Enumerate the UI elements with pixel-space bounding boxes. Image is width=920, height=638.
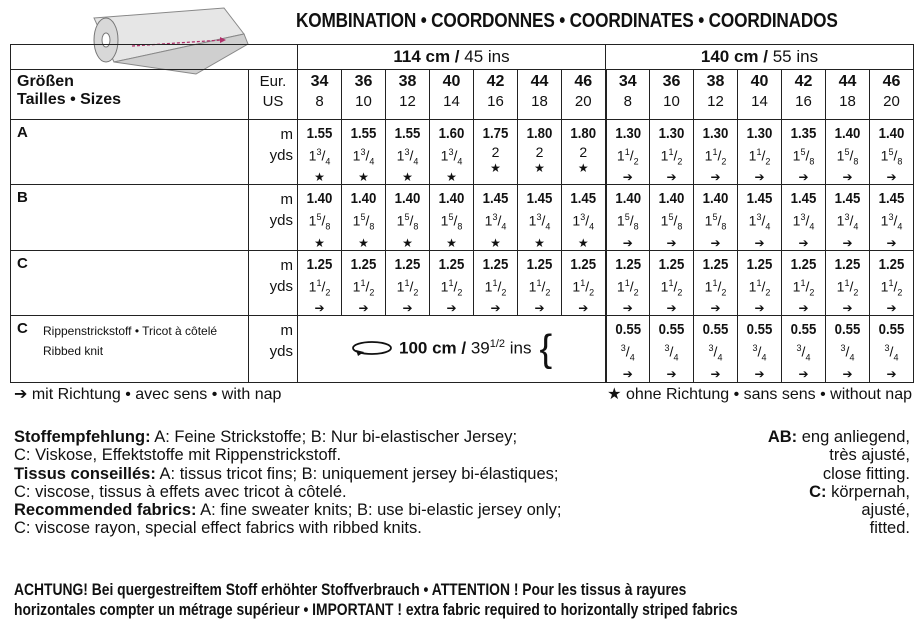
fabric-line: C: viscose, tissus à effets avec tricot à côtelé.	[14, 482, 347, 501]
with-nap-arrow-icon: ➔	[710, 366, 721, 381]
yards-value: $1^3/_4$	[352, 147, 375, 167]
yardage-cell: 1.40 $1^5/_8$ ★	[386, 185, 430, 250]
yards-value: $1^1/_2$	[704, 147, 727, 167]
without-nap-star-icon: ★	[358, 170, 369, 185]
yardage-cell: 1.60 $1^3/_4$ ★	[430, 120, 474, 185]
yardage-cell: 1.45 $1^3/_4$ ➔	[826, 185, 870, 250]
yards-value: $1^3/_4$	[440, 147, 463, 167]
yardage-cell: 1.40 $1^5/_8$ ➔	[650, 185, 694, 250]
size-system-cell: Eur. US	[249, 70, 298, 120]
view-label: C	[11, 250, 249, 315]
with-nap-arrow-icon: ➔	[886, 170, 897, 185]
yardage-cell: 1.25 $1^1/_2$ ➔	[650, 250, 694, 315]
yardage-cell: 1.40 $1^5/_8$ ★	[342, 185, 386, 250]
yardage-cell: 1.40 $1^5/_8$ ➔	[826, 120, 870, 185]
without-nap-star-icon: ★	[402, 235, 413, 250]
yards-value: $1^1/_2$	[836, 277, 859, 298]
ribbed-knit-width-cell: 100 cm / $39^{1/2}$ ins {	[298, 316, 606, 383]
yardage-cell: 1.55 $1^3/_4$ ★	[386, 120, 430, 185]
yardage-cell: 1.75 2 ★	[474, 120, 518, 185]
yards-value: $1^5/_8$	[308, 212, 331, 232]
yardage-cell: 1.40 $1^5/_8$ ➔	[870, 120, 914, 185]
yardage-cell: 1.25 $1^1/_2$ ➔	[342, 250, 386, 315]
unit-cell: m yds	[249, 120, 298, 185]
unit-cell: m yds	[249, 316, 298, 383]
fit-line: C: körpernah,	[809, 482, 910, 501]
ribbed-knit-desc-en: Ribbed knit	[43, 344, 104, 359]
legend-with-nap: ➔ mit Richtung • avec sens • with nap	[14, 386, 282, 403]
yardage-cell: 1.30 $1^1/_2$ ➔	[606, 120, 650, 185]
size-cell: 36 10	[342, 70, 386, 120]
yardage-cell: 1.45 $1^3/_4$ ➔	[870, 185, 914, 250]
yards-value: $^3/_4$	[796, 343, 811, 363]
without-nap-star-icon: ★	[577, 235, 589, 250]
size-cell: 40 14	[430, 70, 474, 120]
tube-fabric-icon	[350, 339, 394, 359]
yardage-table	[10, 44, 914, 383]
with-nap-arrow-icon: ➔	[622, 170, 633, 185]
with-nap-arrow-icon: ➔	[886, 366, 897, 381]
unit-cell: m yds	[249, 250, 298, 315]
yards-value: $^3/_4$	[664, 343, 679, 363]
yards-value: $1^1/_2$	[704, 277, 727, 298]
with-nap-arrow-icon: ➔	[710, 235, 721, 250]
with-nap-arrow-icon: ➔	[754, 366, 765, 381]
view-label: B	[11, 185, 249, 250]
ribbed-knit-row	[11, 316, 914, 383]
without-nap-star-icon: ★	[402, 170, 413, 185]
yardage-cell: 1.25 $1^1/_2$ ➔	[826, 250, 870, 315]
striped-fabric-warning: ACHTUNG! Bei quergestreiftem Stoff erhöhter Stoffverbrauch • ATTENTION ! Pour les tissus à rayures horizontales compter un métrage supérieur • IMPORTANT ! extra fabric required to horizontally striped fabrics	[14, 580, 738, 619]
yards-value: $1^1/_2$	[308, 277, 331, 298]
fit-line: fitted.	[869, 519, 910, 538]
fit-line: ajusté,	[861, 501, 910, 520]
yardage-cell: 1.40 $1^5/_8$ ★	[298, 185, 342, 250]
with-nap-arrow-icon: ➔	[534, 301, 545, 316]
yardage-cell: 0.55 $^3/_4$ ➔	[694, 316, 738, 383]
yards-value: 2	[491, 144, 500, 160]
yardage-cell: 1.55 $1^3/_4$ ★	[298, 120, 342, 185]
yards-value: $^3/_4$	[884, 343, 899, 363]
yardage-cell: 1.45 $1^3/_4$ ★	[474, 185, 518, 250]
with-nap-arrow-icon: ➔	[358, 301, 369, 316]
with-nap-arrow-icon: ➔	[622, 366, 633, 381]
with-nap-arrow-icon: ➔	[798, 301, 809, 316]
size-cell: 38 12	[694, 70, 738, 120]
with-nap-arrow-icon: ➔	[446, 301, 457, 316]
yards-value: $1^3/_4$	[528, 212, 551, 232]
size-cell: 40 14	[738, 70, 782, 120]
size-cell: 46 20	[870, 70, 914, 120]
with-nap-arrow-icon: ➔	[622, 235, 633, 250]
yardage-cell: 1.25 $1^1/_2$ ➔	[562, 250, 606, 315]
fabric-line: Recommended fabrics: A: fine sweater knits; B: use bi-elastic jersey only;	[14, 501, 562, 520]
yards-value: $1^3/_4$	[308, 147, 331, 167]
brace-icon: {	[539, 328, 553, 371]
with-nap-arrow-icon: ➔	[314, 301, 325, 316]
yards-value: $1^3/_4$	[748, 212, 771, 232]
yards-value: $1^1/_2$	[616, 147, 639, 167]
fit-notes	[768, 428, 910, 538]
yardage-cell: 1.25 $1^1/_2$ ➔	[606, 250, 650, 315]
yards-value: $1^1/_2$	[660, 277, 683, 298]
size-cell: 44 18	[826, 70, 870, 120]
yards-value: $1^1/_2$	[880, 277, 903, 298]
yards-value: $^3/_4$	[752, 343, 767, 363]
header-blank-cell	[11, 45, 298, 70]
legend-without-nap: ★ ohne Richtung • sans sens • without nap	[607, 386, 912, 403]
recommended-fabrics	[14, 428, 561, 538]
without-nap-star-icon: ★	[446, 170, 457, 185]
fabric-line: C: viscose rayon, special effect fabrics with ribbed knits.	[14, 519, 422, 538]
yards-value: $1^3/_4$	[572, 212, 595, 232]
size-cell: 44 18	[518, 70, 562, 120]
with-nap-arrow-icon: ➔	[710, 170, 721, 185]
fit-line: très ajusté,	[829, 446, 910, 465]
without-nap-star-icon: ★	[490, 235, 501, 250]
yardage-cell: 1.55 $1^3/_4$ ★	[342, 120, 386, 185]
with-nap-arrow-icon: ➔	[622, 301, 633, 316]
yards-value: $1^1/_2$	[396, 277, 419, 298]
yards-value: $1^3/_4$	[792, 212, 815, 232]
without-nap-star-icon: ★	[314, 170, 325, 185]
yards-value: $1^3/_4$	[484, 212, 507, 232]
yards-value: $1^3/_4$	[396, 147, 419, 167]
yards-value: $1^1/_2$	[484, 277, 507, 298]
fabric-line: Tissus conseillés: A: tissus tricot fins; B: uniquement jersey bi-élastiques;	[14, 464, 559, 483]
size-cell: 42 16	[782, 70, 826, 120]
yardage-row	[11, 120, 914, 185]
size-cell: 36 10	[650, 70, 694, 120]
yardage-cell: 1.25 $1^1/_2$ ➔	[518, 250, 562, 315]
yardage-cell: 1.40 $1^5/_8$ ★	[430, 185, 474, 250]
yards-value: $1^1/_2$	[660, 147, 683, 167]
with-nap-arrow-icon: ➔	[666, 301, 677, 316]
yardage-cell: 1.80 2 ★	[562, 120, 606, 185]
yards-value: $1^3/_4$	[836, 212, 859, 232]
width-header-row	[11, 45, 914, 70]
yardage-cell: 1.30 $1^1/_2$ ➔	[650, 120, 694, 185]
with-nap-arrow-icon: ➔	[842, 235, 853, 250]
yardage-cell: 1.40 $1^5/_8$ ➔	[694, 185, 738, 250]
without-nap-star-icon: ★	[358, 235, 369, 250]
with-nap-arrow-icon: ➔	[886, 235, 897, 250]
yardage-cell: 1.25 $1^1/_2$ ➔	[870, 250, 914, 315]
yardage-cell: 1.45 $1^3/_4$ ➔	[738, 185, 782, 250]
yardage-cell: 1.45 $1^3/_4$ ★	[518, 185, 562, 250]
fabric-line: Stoffempfehlung: A: Feine Strickstoffe; B: Nur bi-elastischer Jersey;	[14, 428, 518, 446]
yards-value: $1^5/_8$	[396, 212, 419, 232]
yardage-cell: 1.25 $1^1/_2$ ➔	[430, 250, 474, 315]
yardage-cell: 1.25 $1^1/_2$ ➔	[474, 250, 518, 315]
yards-value: $1^1/_2$	[528, 277, 551, 298]
without-nap-star-icon: ★	[534, 161, 545, 175]
fit-line: AB: eng anliegend,	[767, 428, 910, 446]
yards-value: $1^5/_8$	[660, 212, 683, 232]
yardage-cell: 0.55 $^3/_4$ ➔	[870, 316, 914, 383]
yards-value: $1^1/_2$	[792, 277, 815, 298]
yardage-cell: 1.25 $1^1/_2$ ➔	[386, 250, 430, 315]
size-cell: 38 12	[386, 70, 430, 120]
with-nap-arrow-icon: ➔	[490, 301, 501, 316]
with-nap-arrow-icon: ➔	[842, 366, 853, 381]
with-nap-arrow-icon: ➔	[754, 235, 765, 250]
size-label-cell: Größen Tailles • Sizes	[11, 70, 249, 120]
fabric-line: C: Viskose, Effektstoffe mit Rippenstrickstoff.	[14, 446, 342, 465]
with-nap-arrow-icon: ➔	[666, 366, 677, 381]
yardage-cell: 1.40 $1^5/_8$ ➔	[606, 185, 650, 250]
yardage-cell: 1.25 $1^1/_2$ ➔	[738, 250, 782, 315]
with-nap-arrow-icon: ➔	[666, 170, 677, 185]
with-nap-arrow-icon: ➔	[754, 170, 765, 185]
yards-value: $1^1/_2$	[352, 277, 375, 298]
yardage-row	[11, 185, 914, 250]
yardage-cell: 1.25 $1^1/_2$ ➔	[782, 250, 826, 315]
with-nap-arrow-icon: ➔	[666, 235, 677, 250]
yards-value: $1^1/_2$	[748, 147, 771, 167]
without-nap-star-icon: ★	[577, 161, 589, 175]
width-114-header: 114 cm / 45 ins	[298, 45, 606, 70]
yardage-cell: 1.30 $1^1/_2$ ➔	[738, 120, 782, 185]
yards-value: $^3/_4$	[708, 343, 723, 363]
size-header-row	[11, 70, 914, 120]
without-nap-star-icon: ★	[314, 235, 325, 250]
view-label: C Rippenstrickstoff • Tricot à côtelé Ribbed knit	[11, 316, 249, 383]
yardage-cell: 1.25 $1^1/_2$ ➔	[298, 250, 342, 315]
yards-value: $1^5/_8$	[352, 212, 375, 232]
yards-value: $1^5/_8$	[880, 147, 903, 167]
yardage-cell: 1.30 $1^1/_2$ ➔	[694, 120, 738, 185]
yardage-cell: 0.55 $^3/_4$ ➔	[606, 316, 650, 383]
yards-value: $1^5/_8$	[792, 147, 815, 167]
with-nap-arrow-icon: ➔	[842, 301, 853, 316]
yards-value: $1^1/_2$	[572, 277, 595, 298]
yardage-cell: 0.55 $^3/_4$ ➔	[782, 316, 826, 383]
width-140-header: 140 cm / 55 ins	[606, 45, 914, 70]
yards-value: $1^5/_8$	[836, 147, 859, 167]
yardage-cell: 0.55 $^3/_4$ ➔	[738, 316, 782, 383]
page-title: KOMBINATION • COORDONNES • COORDINATES • COORDINADOS	[296, 10, 838, 32]
yards-value: $1^1/_2$	[748, 277, 771, 298]
yardage-cell: 0.55 $^3/_4$ ➔	[826, 316, 870, 383]
yardage-cell: 1.45 $1^3/_4$ ★	[562, 185, 606, 250]
fit-line: close fitting.	[822, 464, 910, 483]
size-cell: 34 8	[298, 70, 342, 120]
yards-value: $^3/_4$	[620, 343, 635, 363]
size-cell: 34 8	[606, 70, 650, 120]
yards-value: $1^1/_2$	[616, 277, 639, 298]
yards-value: $1^5/_8$	[440, 212, 463, 232]
yardage-row	[11, 250, 914, 315]
yardage-cell: 1.80 2 ★	[518, 120, 562, 185]
yards-value: 2	[579, 144, 588, 160]
yardage-cell: 1.45 $1^3/_4$ ➔	[782, 185, 826, 250]
with-nap-arrow-icon: ➔	[578, 301, 589, 316]
ribbed-knit-desc: Rippenstrickstoff • Tricot à côtelé	[43, 324, 218, 339]
unit-cell: m yds	[249, 185, 298, 250]
with-nap-arrow-icon: ➔	[798, 170, 809, 185]
without-nap-star-icon: ★	[446, 235, 457, 250]
with-nap-arrow-icon: ➔	[798, 235, 809, 250]
yards-value: $1^3/_4$	[880, 212, 903, 232]
without-nap-star-icon: ★	[534, 235, 545, 250]
with-nap-arrow-icon: ➔	[798, 366, 809, 381]
yards-value: $1^5/_8$	[616, 212, 639, 232]
yardage-cell: 0.55 $^3/_4$ ➔	[650, 316, 694, 383]
with-nap-arrow-icon: ➔	[754, 301, 765, 316]
with-nap-arrow-icon: ➔	[842, 170, 853, 185]
size-cell: 46 20	[562, 70, 606, 120]
yards-value: 2	[535, 144, 544, 160]
with-nap-arrow-icon: ➔	[710, 301, 721, 316]
yardage-cell: 1.25 $1^1/_2$ ➔	[694, 250, 738, 315]
size-cell: 42 16	[474, 70, 518, 120]
with-nap-arrow-icon: ➔	[886, 301, 897, 316]
with-nap-arrow-icon: ➔	[402, 301, 413, 316]
view-label: A	[11, 120, 249, 185]
yards-value: $1^5/_8$	[704, 212, 727, 232]
yards-value: $^3/_4$	[840, 343, 855, 363]
yards-value: $1^1/_2$	[440, 277, 463, 298]
without-nap-star-icon: ★	[490, 161, 501, 175]
yardage-cell: 1.35 $1^5/_8$ ➔	[782, 120, 826, 185]
